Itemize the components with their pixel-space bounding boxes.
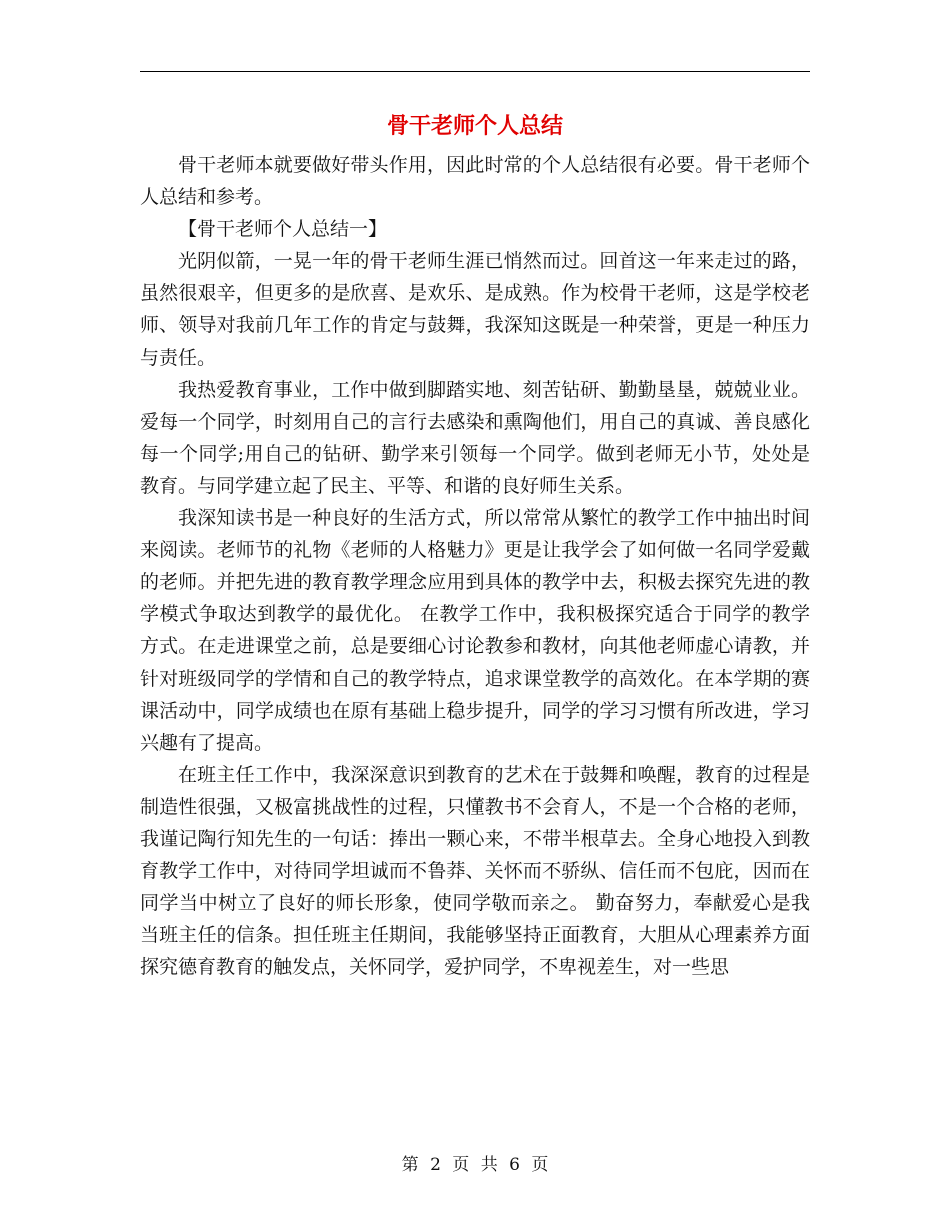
document-body xyxy=(140,149,810,983)
body-paragraph: 光阴似箭，一晃一年的骨干老师生涯已悄然而过。回首这一年来走过的路，虽然很艰辛，但更多的是欣喜、是欢乐、是成熟。作为校骨干老师，这是学校老师、领导对我前几年工作的肯定与鼓舞，我深知这既是一种荣誉，更是一种压力与责任。 xyxy=(140,250,810,369)
document-title: 骨干老师个人总结 xyxy=(386,113,563,139)
body-paragraph: 我深知读书是一种良好的生活方式，所以常常从繁忙的教学工作中抽出时间来阅读。老师节的礼物《老师的人格魅力》更是让我学会了如何做一名同学爱戴的老师。并把先进的教育教学理念应用到具体的教学中去，积极去探究先进的教学模式争取达到教学的最优化。 在教学工作中，我积极探究适合于同学的教学方式。在走进课堂之前，总是要细心讨论教参和教材，向其他老师虚心请教，并针对班级同学的学情和自己的教学特点，追求课堂教学的高效化。在本学期的赛课活动中，同学成绩也在原有基础上稳步提升，同学的学习习惯有所改进，学习兴趣有了提高。 xyxy=(140,507,810,754)
section-heading: 【骨干老师个人总结一】 xyxy=(178,218,388,241)
page-number-footer: 第 2 页 共 6 页 xyxy=(401,1155,549,1175)
header-rule xyxy=(140,71,810,72)
intro-paragraph: 骨干老师本就要做好带头作用，因此时常的个人总结很有必要。骨干老师个人总结和参考。 xyxy=(140,154,810,209)
body-paragraph: 在班主任工作中，我深深意识到教育的艺术在于鼓舞和唤醒，教育的过程是制造性很强，又极富挑战性的过程，只懂教书不会育人，不是一个合格的老师，我谨记陶行知先生的一句话：捧出一颗心来，不带半根草去。全身心地投入到教育教学工作中，对待同学坦诚而不鲁莽、关怀而不骄纵、信任而不包庇，因而在同学当中树立了良好的师长形象，使同学敬而亲之。 勤奋努力，奉献爱心是我当班主任的信条。担任班主任期间，我能够坚持正面教育，大胆从心理素养方面探究德育教育的触发点，关怀同学，爱护同学，不卑视差生，对一些思 xyxy=(140,763,810,979)
body-paragraph: 我热爱教育事业，工作中做到脚踏实地、刻苦钻研、勤勤垦垦，兢兢业业。爱每一个同学，时刻用自己的言行去感染和熏陶他们，用自己的真诚、善良感化每一个同学;用自己的钻研、勤学来引领每一个同学。做到老师无小节，处处是教育。与同学建立起了民主、平等、和谐的良好师生关系。 xyxy=(140,378,810,497)
